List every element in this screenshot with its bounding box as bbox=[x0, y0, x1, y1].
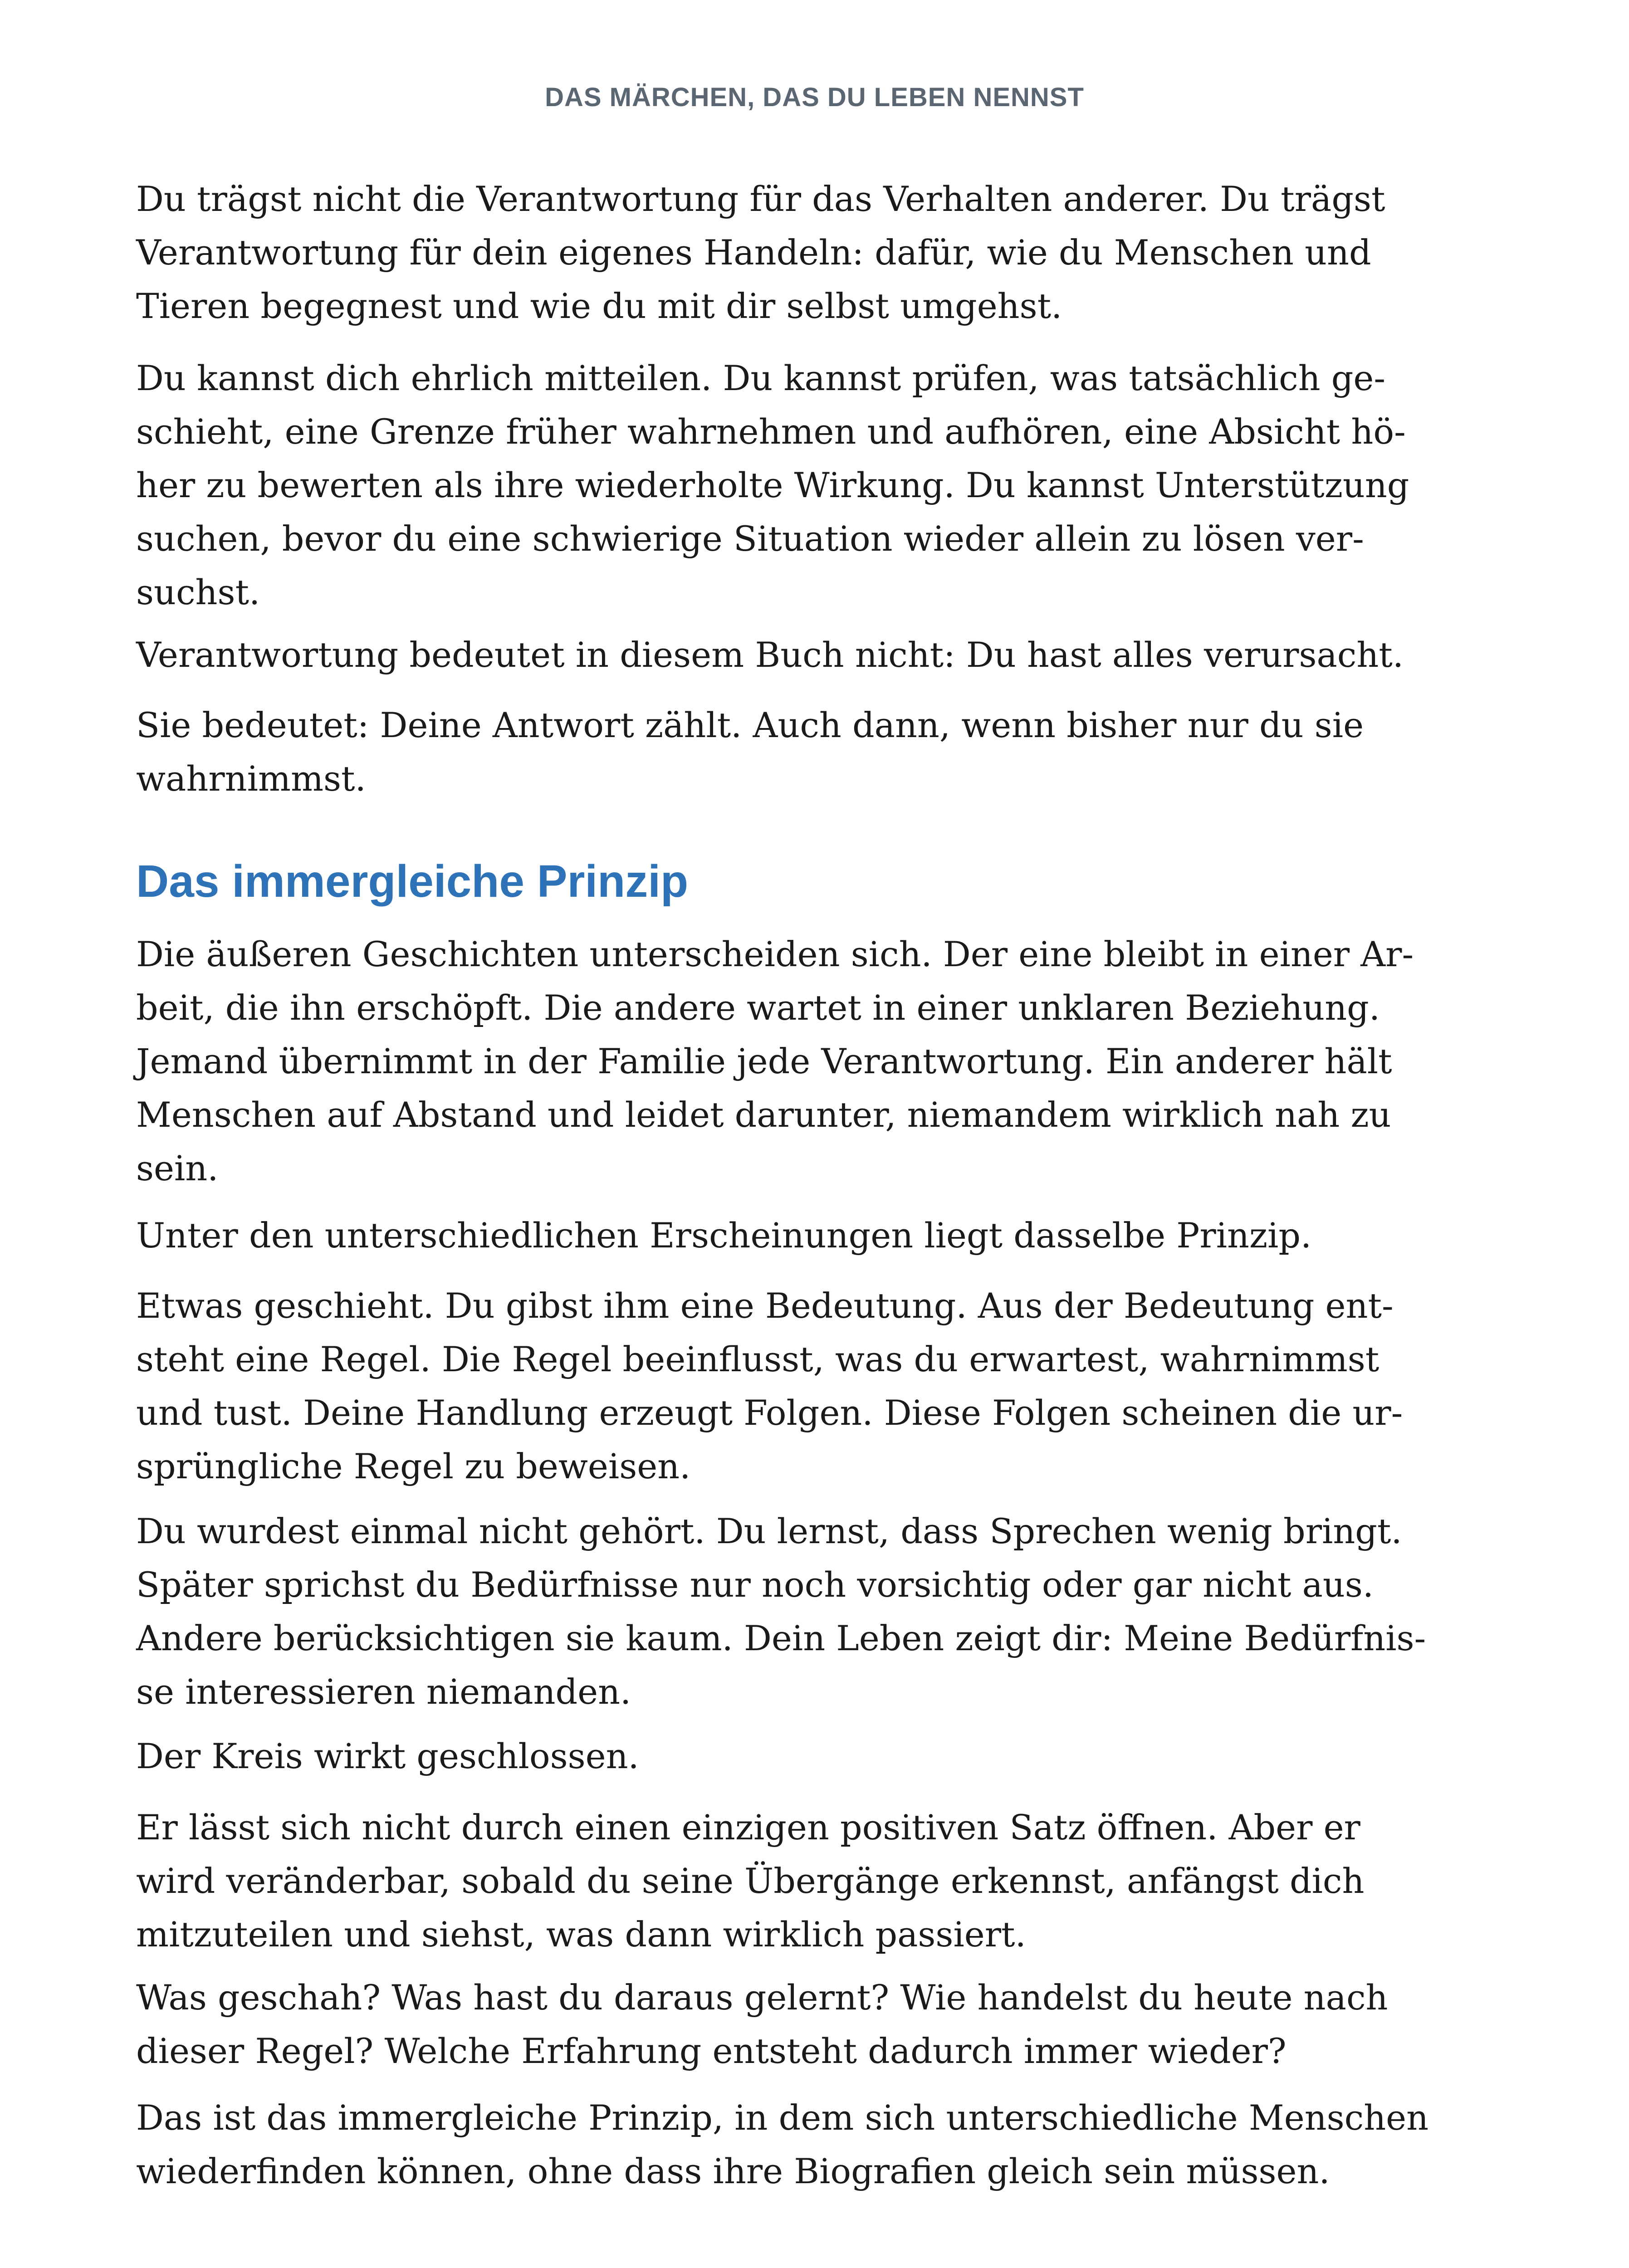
text-line: dieser Regel? Welche Erfahrung entsteht dadurch immer wieder? bbox=[136, 2031, 1287, 2071]
text-line: suchen, bevor du eine schwierige Situation wieder allein zu lösen ver- bbox=[136, 518, 1364, 559]
text-line: und tust. Deine Handlung erzeugt Folgen. Diese Folgen scheinen die ur- bbox=[136, 1393, 1403, 1433]
paragraph bbox=[136, 1279, 1452, 1493]
text-line: Später sprichst du Bedürfnisse nur noch vorsichtig oder gar nicht aus. bbox=[136, 1564, 1374, 1605]
text-line: sein. bbox=[136, 1148, 219, 1188]
text-line: Tieren begegnest und wie du mit dir selbst umgehst. bbox=[136, 286, 1062, 326]
section-heading: Das immergleiche Prinzip bbox=[136, 856, 689, 907]
text-line: Verantwortung bedeutet in diesem Buch nicht: Du hast alles verursacht. bbox=[136, 635, 1404, 675]
text-line: Er lässt sich nicht durch einen einzigen positiven Satz öffnen. Aber er bbox=[136, 1807, 1360, 1848]
paragraph bbox=[136, 352, 1452, 619]
text-line: wird veränderbar, sobald du seine Übergänge erkennst, anfängst dich bbox=[136, 1861, 1365, 1901]
paragraph bbox=[136, 1971, 1452, 2078]
paragraph bbox=[136, 172, 1452, 333]
paragraph bbox=[136, 1801, 1452, 1961]
text-line: Andere berücksichtigen sie kaum. Dein Leben zeigt dir: Meine Bedürfnis- bbox=[136, 1618, 1426, 1658]
paragraph bbox=[136, 628, 1452, 682]
text-line: Etwas geschieht. Du gibst ihm eine Bedeutung. Aus der Bedeutung ent- bbox=[136, 1286, 1394, 1326]
text-line: steht eine Regel. Die Regel beeinflusst, was du erwartest, wahrnimmst bbox=[136, 1339, 1380, 1379]
paragraph bbox=[136, 1209, 1452, 1262]
text-line: Sie bedeutet: Deine Antwort zählt. Auch dann, wenn bisher nur du sie bbox=[136, 705, 1364, 745]
text-line: mitzuteilen und siehst, was dann wirklich passiert. bbox=[136, 1914, 1026, 1955]
text-line: wahrnimmst. bbox=[136, 758, 366, 799]
text-line: Jemand übernimmt in der Familie jede Verantwortung. Ein anderer hält bbox=[136, 1041, 1392, 1081]
text-line: Unter den unterschiedlichen Erscheinungen liegt dasselbe Prinzip. bbox=[136, 1215, 1312, 1256]
paragraph bbox=[136, 699, 1452, 806]
text-line: wiederfinden können, ohne dass ihre Biografien gleich sein müssen. bbox=[136, 2151, 1330, 2191]
text-line: her zu bewerten als ihre wiederholte Wirkung. Du kannst Unterstützung bbox=[136, 465, 1409, 505]
text-line: se interessieren niemanden. bbox=[136, 1672, 631, 1712]
text-line: Du wurdest einmal nicht gehört. Du lernst, dass Sprechen wenig bringt. bbox=[136, 1511, 1402, 1551]
paragraph bbox=[136, 2091, 1452, 2198]
text-line: Das ist das immergleiche Prinzip, in dem sich unterschiedliche Menschen bbox=[136, 2097, 1429, 2138]
running-header: DAS MÄRCHEN, DAS DU LEBEN NENNST bbox=[545, 83, 1084, 112]
text-line: sprüngliche Regel zu beweisen. bbox=[136, 1446, 691, 1486]
paragraph bbox=[136, 928, 1452, 1195]
text-line: Menschen auf Abstand und leidet darunter, niemandem wirklich nah zu bbox=[136, 1095, 1391, 1135]
text-line: Der Kreis wirkt geschlossen. bbox=[136, 1736, 639, 1776]
text-line: Was geschah? Was hast du daraus gelernt? Wie handelst du heute nach bbox=[136, 1977, 1388, 2018]
text-line: Du trägst nicht die Verantwortung für das Verhalten anderer. Du trägst bbox=[136, 179, 1385, 219]
text-line: Die äußeren Geschichten unterscheiden sich. Der eine bleibt in einer Ar- bbox=[136, 934, 1414, 974]
text-line: Verantwortung für dein eigenes Handeln: dafür, wie du Menschen und bbox=[136, 232, 1371, 273]
text-line: suchst. bbox=[136, 572, 260, 612]
text-line: beit, die ihn erschöpft. Die andere wartet in einer unklaren Beziehung. bbox=[136, 987, 1380, 1028]
paragraph bbox=[136, 1505, 1452, 1719]
paragraph bbox=[136, 1730, 1452, 1783]
text-line: schieht, eine Grenze früher wahrnehmen und aufhören, eine Absicht hö- bbox=[136, 411, 1406, 452]
text-line: Du kannst dich ehrlich mitteilen. Du kannst prüfen, was tatsächlich ge- bbox=[136, 358, 1386, 398]
